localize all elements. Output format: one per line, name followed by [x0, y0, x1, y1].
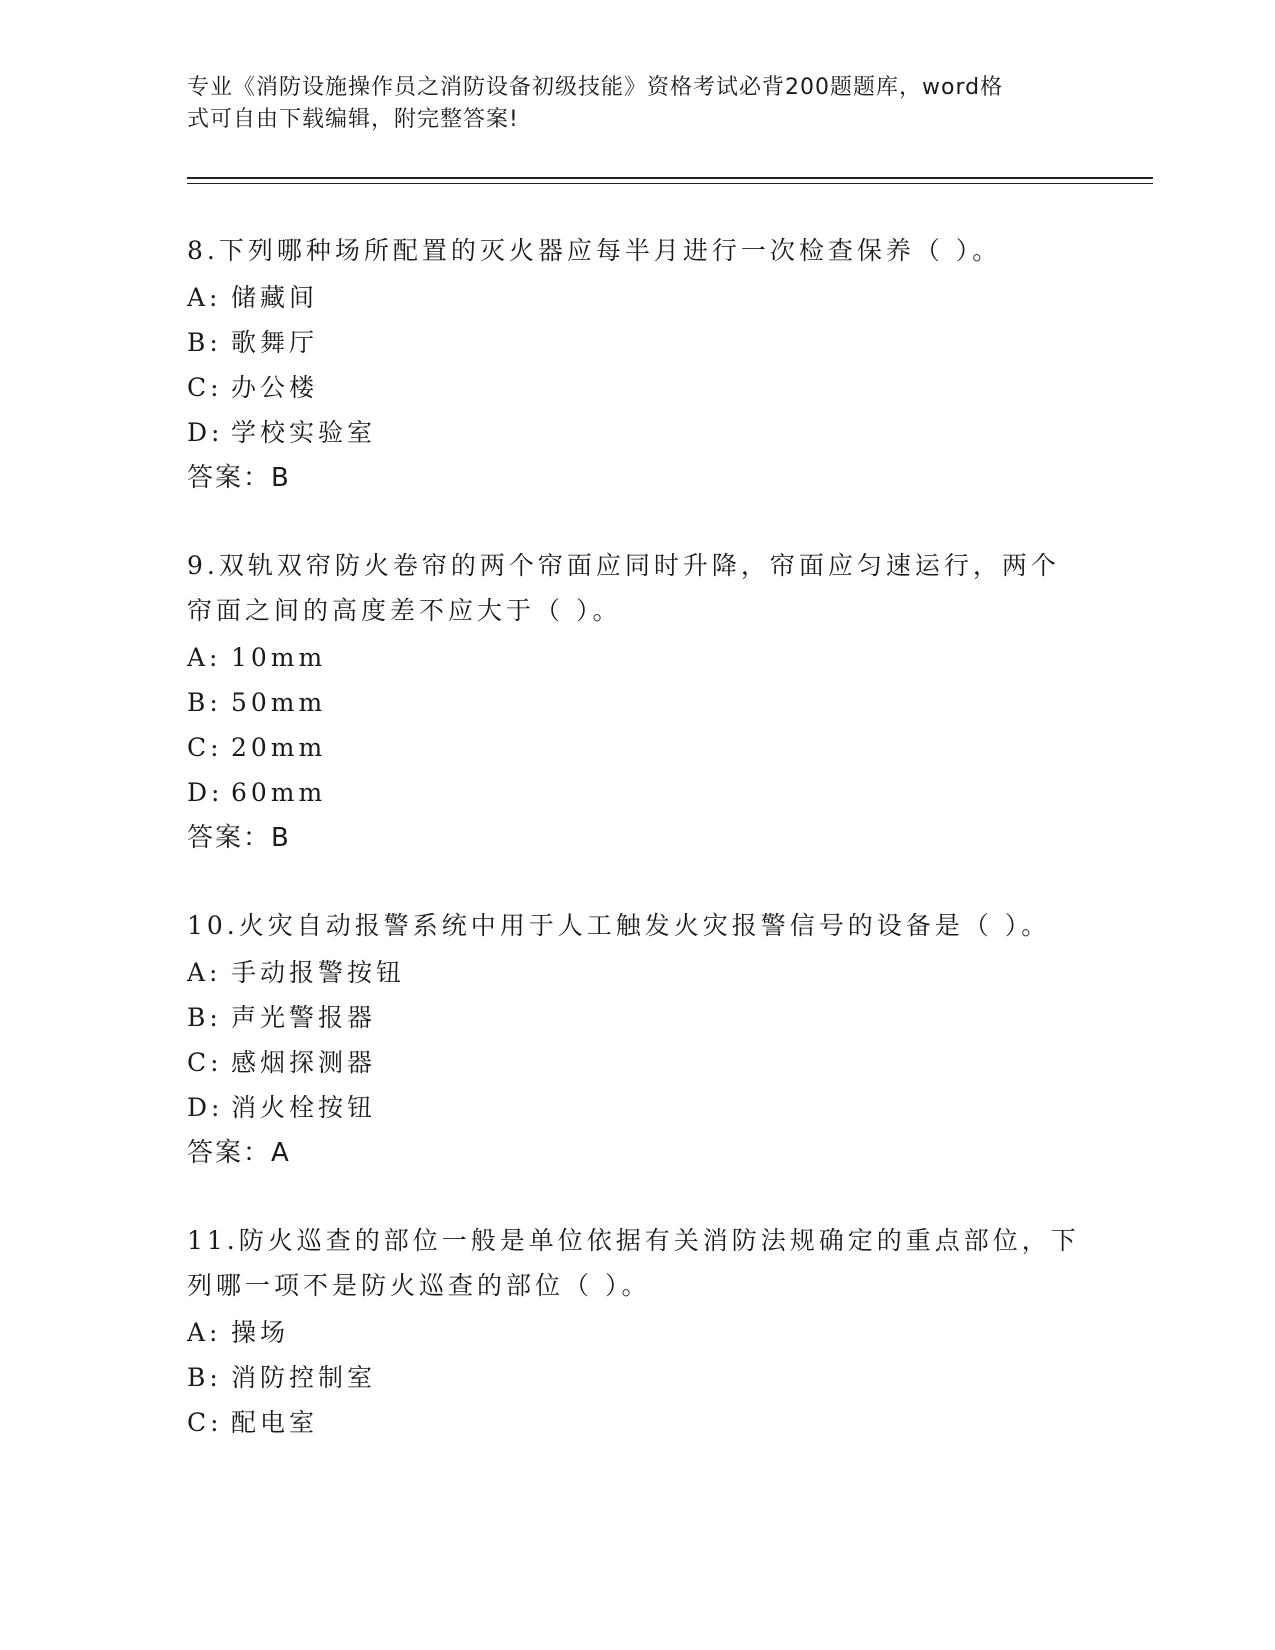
question-stem — [187, 903, 1087, 948]
option-text: 办公楼 — [231, 373, 319, 402]
option-letter: D: — [187, 778, 224, 807]
answer-option — [187, 680, 1087, 725]
header-line-1: 专业《消防设施操作员之消防设备初级技能》资格考试必背200题题库，word格 — [187, 75, 1004, 100]
answer-option — [187, 1085, 1087, 1130]
answer-option — [187, 1040, 1087, 1085]
answer-option — [187, 1400, 1087, 1445]
question-block — [187, 1218, 1087, 1445]
answer-option — [187, 995, 1087, 1040]
answer-key: 答案：B — [187, 463, 291, 493]
header-line-2: 式可自由下载编辑，附完整答案! — [187, 107, 519, 132]
option-text: 50mm — [231, 688, 327, 717]
answer-option — [187, 275, 1087, 320]
option-letter: B: — [187, 688, 222, 717]
question-list — [187, 228, 1087, 1487]
question-block — [187, 228, 1087, 501]
option-letter: C: — [187, 373, 223, 402]
question-stem — [187, 543, 1087, 633]
option-text: 配电室 — [231, 1408, 319, 1437]
option-letter: A: — [187, 283, 222, 312]
question-stem — [187, 228, 1087, 273]
header-divider-thick — [187, 177, 1153, 179]
answer-option — [187, 725, 1087, 770]
answer-option — [187, 770, 1087, 815]
document-header — [187, 72, 1067, 136]
option-letter: D: — [187, 1093, 224, 1122]
option-text: 60mm — [231, 778, 327, 807]
answer-option — [187, 635, 1087, 680]
option-text: 操场 — [231, 1318, 290, 1347]
answer-option — [187, 1355, 1087, 1400]
answer-option — [187, 410, 1087, 455]
option-letter: B: — [187, 1003, 222, 1032]
answer-key: 答案：A — [187, 1138, 291, 1168]
question-stem-line: 列哪一项不是防火巡查的部位（ ）。 — [187, 1271, 651, 1300]
option-text: 10mm — [231, 643, 327, 672]
option-text: 学校实验室 — [231, 418, 377, 447]
option-letter: C: — [187, 733, 223, 762]
question-stem — [187, 1218, 1087, 1308]
option-letter: C: — [187, 1048, 223, 1077]
question-block — [187, 903, 1087, 1176]
option-text: 储藏间 — [231, 283, 319, 312]
option-letter: C: — [187, 1408, 223, 1437]
option-text: 声光警报器 — [231, 1003, 377, 1032]
header-divider-thin — [187, 183, 1153, 184]
option-text: 消火栓按钮 — [231, 1093, 377, 1122]
option-text: 感烟探测器 — [231, 1048, 377, 1077]
option-text: 消防控制室 — [231, 1363, 377, 1392]
option-letter: B: — [187, 328, 222, 357]
option-letter: D: — [187, 418, 224, 447]
option-letter: A: — [187, 1318, 222, 1347]
question-stem-line: 10.火灾自动报警系统中用于人工触发火灾报警信号的设备是（ ）。 — [187, 911, 1051, 940]
answer-option — [187, 950, 1087, 995]
question-stem-line: 11.防火巡查的部位一般是单位依据有关消防法规确定的重点部位，下 — [187, 1226, 1080, 1255]
answer-option — [187, 365, 1087, 410]
question-stem-line: 8.下列哪种场所配置的灭火器应每半月进行一次检查保养（ ）。 — [187, 236, 1002, 265]
option-letter: B: — [187, 1363, 222, 1392]
question-stem-line: 帘面之间的高度差不应大于（ ）。 — [187, 596, 622, 625]
option-text: 手动报警按钮 — [231, 958, 406, 987]
answer-key: 答案：B — [187, 823, 291, 853]
question-stem-line: 9.双轨双帘防火卷帘的两个帘面应同时升降，帘面应匀速运行，两个 — [187, 551, 1060, 580]
answer-option — [187, 320, 1087, 365]
answer-option — [187, 1310, 1087, 1355]
option-letter: A: — [187, 643, 222, 672]
option-letter: A: — [187, 958, 222, 987]
question-block — [187, 543, 1087, 861]
option-text: 歌舞厅 — [231, 328, 319, 357]
option-text: 20mm — [231, 733, 327, 762]
